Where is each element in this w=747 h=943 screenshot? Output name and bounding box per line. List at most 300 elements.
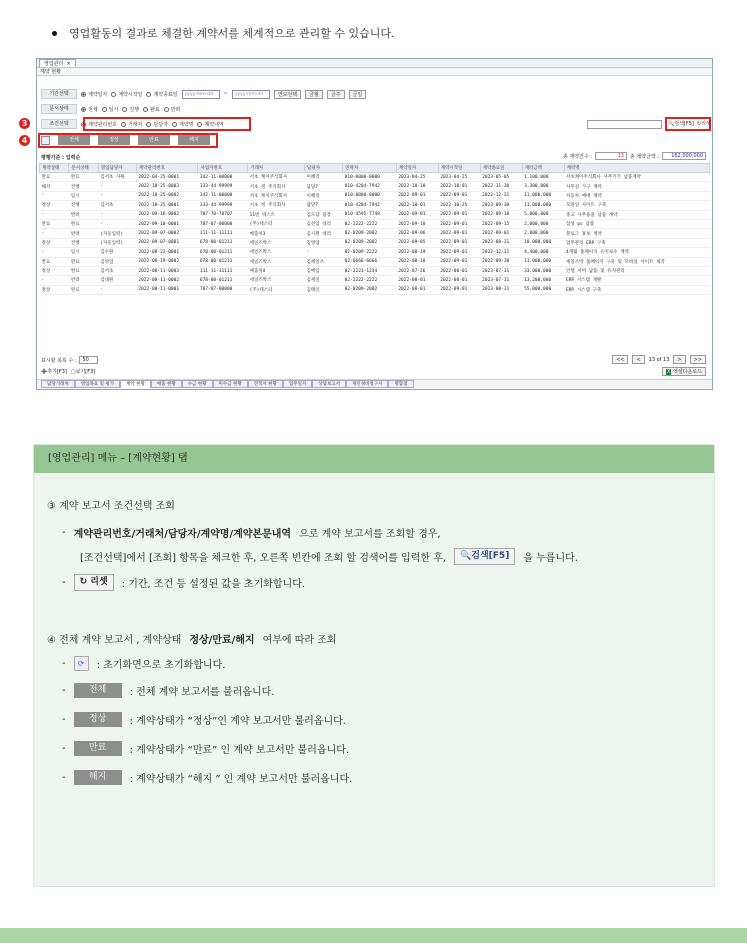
table-cell: 김영업 xyxy=(305,238,343,247)
column-header[interactable]: 계약상태 xyxy=(40,164,69,173)
doc-state-row xyxy=(41,104,180,114)
column-header[interactable]: 계약일자 xyxy=(396,164,438,173)
bottom-tab[interactable]: 미수금 현황 xyxy=(213,380,248,388)
table-cell: 2023-04-25 xyxy=(438,173,480,182)
state-all-button[interactable]: 전체 xyxy=(58,135,90,145)
bottom-tab[interactable]: 명함첩 xyxy=(388,380,413,388)
section4-title-a: ④ 전체 계약 보고서 , 계약상태 xyxy=(47,635,182,646)
refresh-desc: : 초기화면으로 초기화합니다. xyxy=(96,660,226,671)
table-cell: 02-0209-2222 xyxy=(343,248,397,257)
table-cell: 김대원 xyxy=(98,276,136,285)
bottom-tab[interactable]: 매출 현황 xyxy=(151,380,182,388)
option-label: 계약내역 xyxy=(204,121,224,128)
option-label: 전체 xyxy=(88,106,98,113)
panel-header: [영업관리] 메뉴 – [계약현황] 탭 xyxy=(34,445,714,473)
period-option-1[interactable] xyxy=(81,91,107,98)
table-cell: 정상 xyxy=(40,266,69,275)
state-button-example[interactable]: 해지 xyxy=(74,770,122,785)
window-tabbar xyxy=(37,59,712,68)
bottom-tab[interactable]: 업무일지 xyxy=(283,380,312,388)
section4-item xyxy=(62,741,349,756)
state-button-example[interactable]: 정상 xyxy=(74,712,122,727)
section4-title-bold: 정상/만료/해지 xyxy=(189,635,255,646)
table-cell: 세일즈박스 xyxy=(248,257,305,266)
table-cell: 11,000,000 xyxy=(522,257,564,266)
pager-prev-button[interactable]: < xyxy=(632,355,644,364)
dash: - xyxy=(62,527,66,538)
add-button-label: 추가[F3] xyxy=(47,369,67,375)
radio-icon xyxy=(81,107,86,112)
option-label: 계약관리번호 xyxy=(88,121,117,128)
column-header[interactable]: 거래처 xyxy=(248,164,305,173)
page-size-label: 표시할 목록 수 : xyxy=(41,357,77,364)
table-cell: 2022-09-30 xyxy=(480,257,522,266)
period-option-2[interactable] xyxy=(111,91,142,98)
condition-search-input[interactable] xyxy=(587,120,662,129)
excel-icon: X xyxy=(666,369,671,375)
excel-download-button[interactable] xyxy=(662,367,706,376)
option-label: 계약명 xyxy=(178,121,194,128)
table-cell: 2022-08-01 xyxy=(438,266,480,275)
table-cell: (자동입력) xyxy=(98,238,136,247)
search-button-example[interactable]: 🔍검색[F5] xyxy=(454,548,515,565)
start-date-input[interactable]: yyyy-mm-dd xyxy=(182,90,220,99)
year-select[interactable]: 연도선택 xyxy=(274,90,301,99)
table-cell: 김시원 대리 xyxy=(305,229,343,238)
search-button[interactable]: 🔍검색[F5] xyxy=(668,121,694,127)
table-cell: 02-6666-6666 xyxy=(343,257,397,266)
amount-value: 162,000,000 xyxy=(662,152,706,160)
table-cell: 김서초 사원 xyxy=(98,173,136,182)
table-cell: 이혜리 xyxy=(305,173,343,182)
table-cell: 완료 xyxy=(69,285,98,294)
table-cell: 2022-09-01 xyxy=(396,191,438,200)
table-cell: 111-11-11111 xyxy=(198,229,248,238)
table-cell: 11,000,000 xyxy=(522,201,564,210)
table-cell: 678-00-01211 xyxy=(198,248,248,257)
description-panel xyxy=(33,444,715,887)
table-cell: 2022-08-11-0001 xyxy=(136,285,197,294)
table-cell: 담당7 xyxy=(305,182,343,191)
this-week-button[interactable]: 금주 xyxy=(327,90,345,99)
dash: - xyxy=(62,714,66,725)
table-cell: 2022-09-01 xyxy=(480,229,522,238)
table-body xyxy=(40,173,710,295)
highlight-box-state xyxy=(38,133,218,148)
table-cell: 010-4204-7942 xyxy=(343,182,397,191)
table-cell: 2,000,000 xyxy=(522,219,564,228)
table-row[interactable] xyxy=(40,266,710,275)
table-cell: 김도담 팀장 xyxy=(305,210,343,219)
table-cell: 세일즈박스 xyxy=(248,238,305,247)
table-cell: ERP 시스템 구축 xyxy=(564,285,710,294)
table-cell: 2022-09-10 xyxy=(480,210,522,219)
table-cell: 정상 xyxy=(40,285,69,294)
table-cell: 사무실 가구 계약 xyxy=(564,182,710,191)
table-cell: 2022-09-01 xyxy=(438,210,480,219)
table-cell: 342-11-00000 xyxy=(198,191,248,200)
table-cell: 김서초 xyxy=(98,201,136,210)
section4-title xyxy=(47,631,337,646)
table-cell: 김세일즈 xyxy=(305,257,343,266)
doc-state-label: 문서상태 xyxy=(41,104,77,114)
doc-option-temp[interactable] xyxy=(102,106,119,113)
table-cell: 모바일 사이트 구축 xyxy=(564,201,710,210)
section3-line2-end: 을 누릅니다. xyxy=(523,553,578,564)
column-header[interactable]: 영업담당자 xyxy=(98,164,136,173)
page-size-select[interactable]: 50 xyxy=(79,356,97,364)
table-cell: 2023-07-31 xyxy=(480,276,522,285)
sort-basis: 평행기준 : 입력순 xyxy=(41,155,81,161)
table-cell: 333-44-99999 xyxy=(198,182,248,191)
table-cell: 2022-09-15 xyxy=(480,219,522,228)
table-cell: 2022-09-10 xyxy=(396,219,438,228)
table-cell: 333-44-99999 xyxy=(198,201,248,210)
table-row[interactable] xyxy=(40,173,710,182)
section3-bold: 계약관리번호/거래처/담당자/계약명/계약본문내역 xyxy=(73,529,292,540)
state-button-example[interactable]: 만료 xyxy=(74,741,122,756)
section4-item xyxy=(62,683,274,698)
reset-button-label: 리셋 xyxy=(701,121,711,127)
table-cell: 2022-08-22-0001 xyxy=(136,248,197,257)
table-row[interactable] xyxy=(40,276,710,285)
table-cell: 블로그 홍보 계약 xyxy=(564,229,710,238)
add-button[interactable]: ➕추가[F3] xyxy=(41,369,67,375)
column-header[interactable]: 담당자 xyxy=(305,164,343,173)
intro-text: 영업활동의 결과로 체결한 계약서를 체계적으로 관리할 수 있습니다. xyxy=(69,27,395,40)
column-header[interactable]: 계약금액 xyxy=(522,164,564,173)
table-cell: 반려 xyxy=(69,276,98,285)
bottom-tab[interactable]: 영업목표 및 평가 xyxy=(75,380,120,388)
table-cell: 55,000,000 xyxy=(522,285,564,294)
screen-title: 계약 현황 xyxy=(37,68,712,76)
section3-title: ③ 계약 보고서 조건선택 조회 xyxy=(47,501,175,512)
table-cell: 2022-10-25-0001 xyxy=(136,201,197,210)
view-button-label: 보기[F3] xyxy=(75,369,96,375)
this-month-button[interactable]: 금월 xyxy=(305,90,323,99)
option-label: 거래처 xyxy=(127,121,143,128)
reset-button-example[interactable]: ↻ 리셋 xyxy=(74,574,114,591)
state-desc: : 계약상태가 “정상”인 계약 보고서만 불러옵니다. xyxy=(129,716,346,727)
option-label: 반려 xyxy=(170,106,181,113)
table-cell: 2022-09-01 xyxy=(438,285,480,294)
table-cell: 완료 xyxy=(69,219,98,228)
table-cell: 2022-09-06 xyxy=(396,229,438,238)
period-option-3[interactable] xyxy=(146,91,177,98)
state-desc: : 계약상태가 “만료” 인 계약 보고서만 불러옵니다. xyxy=(129,745,350,756)
doc-option-all[interactable] xyxy=(81,106,98,113)
table-cell: 2022-09-01 xyxy=(396,210,438,219)
table-cell: 김영업 xyxy=(98,257,136,266)
table-cell: 2022-08-11-0002 xyxy=(136,276,197,285)
table-row[interactable] xyxy=(40,201,710,210)
table-cell: 010-0000-0000 xyxy=(343,173,397,182)
table-cell: 2022-09-10-0001 xyxy=(136,219,197,228)
column-header[interactable]: 연락처 xyxy=(343,164,397,173)
table-cell: - xyxy=(40,229,69,238)
table-cell: 2022-09-05 xyxy=(396,238,438,247)
column-header[interactable]: 계약명 xyxy=(564,164,710,173)
column-header[interactable]: 사업자번호 xyxy=(198,164,248,173)
table-cell: 2023-09-30 xyxy=(480,201,522,210)
app-screenshot xyxy=(36,58,713,390)
table-cell: - xyxy=(40,191,69,200)
radio-icon xyxy=(164,107,169,112)
table-cell: 678-00-01211 xyxy=(198,276,248,285)
table-cell: 2022-10-10 xyxy=(396,182,438,191)
table-cell: 2022-11-30 xyxy=(480,182,522,191)
bottom-tabbar xyxy=(37,379,712,388)
column-header[interactable]: 계약관리번호 xyxy=(136,164,197,173)
table-cell: - xyxy=(40,276,69,285)
dash: - xyxy=(62,685,66,696)
window-tab[interactable] xyxy=(39,59,76,67)
view-button[interactable]: ▢보기[F3] xyxy=(70,369,96,375)
reset-example-label: 리셋 xyxy=(90,577,108,587)
table-cell: 김서초 xyxy=(98,266,136,275)
table-cell: ERP 시스템 개발 xyxy=(564,276,710,285)
option-label: 완료 xyxy=(150,106,160,113)
option-label: 계약시작일 xyxy=(118,91,143,98)
table-cell: 임시 xyxy=(69,191,98,200)
table-row[interactable] xyxy=(40,229,710,238)
table-cell: - xyxy=(98,210,136,219)
refresh-icon[interactable]: ⟳ xyxy=(74,656,89,671)
table-cell: 완료 xyxy=(69,266,98,275)
reset-button[interactable]: ↻리셋 xyxy=(696,121,711,127)
state-button-example[interactable]: 전체 xyxy=(74,683,122,698)
table-cell: 2023-08-31 xyxy=(480,285,522,294)
table-cell: 매출처3 xyxy=(248,229,305,238)
state-normal-button[interactable]: 정상 xyxy=(98,135,130,145)
dash: - xyxy=(62,658,66,669)
table-cell: 진행 xyxy=(69,182,98,191)
table-cell: 서초케이주식회사 사무기기 납품계약 xyxy=(564,173,710,182)
end-date-input[interactable]: yyyy-mm-dd xyxy=(232,90,270,99)
period-row xyxy=(41,89,366,99)
search-example-label: 검색[F5] xyxy=(471,551,510,561)
table-cell: 세일즈박 홈페이지 구축 및 모바일 사이트 제작 xyxy=(564,257,710,266)
count-label: 총 계약건수 : xyxy=(562,153,592,160)
table-cell: 11,000,000 xyxy=(522,191,564,200)
table-cell: 김세일 xyxy=(305,276,343,285)
table-cell: 완료 xyxy=(69,173,98,182)
table-cell: 2022-10-01 xyxy=(438,182,480,191)
table-cell: 2023-04-25 xyxy=(396,173,438,182)
radio-icon xyxy=(146,92,151,97)
state-desc: : 계약상태가 “해지 ” 인 계약 보고서만 불러옵니다. xyxy=(129,774,353,785)
table-cell: 임시 xyxy=(69,248,98,257)
intro-line xyxy=(52,25,395,41)
column-header[interactable]: 계약종료일 xyxy=(480,164,522,173)
table-cell: 진행 xyxy=(69,238,98,247)
table-cell: - xyxy=(305,248,343,257)
table-cell: 인텔 서버 납품 및 유지관리 xyxy=(564,266,710,275)
table-row[interactable] xyxy=(40,191,710,200)
pager-last-button[interactable]: >> xyxy=(690,355,706,364)
table-cell: 2023-05-05 xyxy=(480,173,522,182)
section4-item xyxy=(62,712,346,727)
bottom-tab[interactable]: 개인경비청구서 xyxy=(346,380,388,388)
table-row[interactable] xyxy=(40,210,710,219)
option-label: 계약일자 xyxy=(88,91,108,98)
table-cell: 반려 xyxy=(69,210,98,219)
doc-option-done[interactable] xyxy=(143,106,160,113)
close-icon[interactable]: × xyxy=(66,60,71,67)
footer-bar xyxy=(0,928,747,943)
table-cell: - xyxy=(98,285,136,294)
count-value: 13 xyxy=(595,152,627,160)
table-cell: 33,000,000 xyxy=(522,266,564,275)
table-cell: 02-0209-2002 xyxy=(343,285,397,294)
condition-label: 조건선택 xyxy=(41,119,77,129)
table-cell: 2023-07-31 xyxy=(480,266,522,275)
pager-text: 13 of 13 xyxy=(648,356,670,363)
table-cell: 이혜리 xyxy=(305,191,343,200)
option-label: 계약종료일 xyxy=(153,91,178,98)
table-cell: 해지 xyxy=(40,182,69,191)
table-cell: 매출처4 xyxy=(248,266,305,275)
pager xyxy=(612,355,706,364)
dash: - xyxy=(62,772,66,783)
doc-option-rejected[interactable] xyxy=(164,106,181,113)
column-header[interactable]: 문서상태 xyxy=(69,164,98,173)
table-cell: 4개월 홈페이지 유지보수 계약 xyxy=(564,248,710,257)
radio-icon xyxy=(81,92,86,97)
table-cell: 4,400,000 xyxy=(522,248,564,257)
state-terminated-button[interactable]: 해지 xyxy=(178,135,210,145)
reset-desc: : 기간, 조건 등 설정된 값을 초기화합니다. xyxy=(121,579,306,590)
pager-next-button[interactable]: > xyxy=(673,355,685,364)
dash: - xyxy=(62,577,66,588)
table-cell: 2022-09-07-0001 xyxy=(136,238,197,247)
table-cell: 3,300,000 xyxy=(522,182,564,191)
table-cell: (주)테스터 xyxy=(248,285,305,294)
table-cell: 010-0000-0000 xyxy=(343,191,397,200)
table-cell: - xyxy=(98,182,136,191)
table-cell: 010-4595-7749 xyxy=(343,210,397,219)
table-cell: 김태인 xyxy=(305,285,343,294)
table-cell: - xyxy=(98,219,136,228)
contract-table xyxy=(39,163,710,295)
radio-icon xyxy=(143,107,148,112)
table-cell: 2022-08-01 xyxy=(396,285,438,294)
table-cell: 5,000,000 xyxy=(522,210,564,219)
table-cell: 서초 케이주식회사 xyxy=(248,173,305,182)
table-cell: 2022-08-19-0002 xyxy=(136,257,197,266)
column-header[interactable]: 계약시작일 xyxy=(438,164,480,173)
table-cell: 2022-09-07-0002 xyxy=(136,229,197,238)
table-cell: 707-70-70707 xyxy=(198,210,248,219)
table-cell: 2022-09-01 xyxy=(438,191,480,200)
bottom-tab[interactable]: 상담보고서 xyxy=(312,380,346,388)
bottom-tab[interactable]: 수금 현황 xyxy=(182,380,213,388)
table-cell: 010-4204-7942 xyxy=(343,201,397,210)
table-cell: 2,000,000 xyxy=(522,229,564,238)
table-row[interactable] xyxy=(40,248,710,257)
table-cell: - xyxy=(98,191,136,200)
bottom-tab[interactable]: 계약 현황 xyxy=(120,380,151,388)
table-cell: 02-2222-2222 xyxy=(343,276,397,285)
state-desc: : 전체 계약 보고서를 불러옵니다. xyxy=(129,687,275,698)
section4-refresh xyxy=(62,656,225,671)
radio-icon xyxy=(111,92,116,97)
table-cell: 2022-09-01 xyxy=(438,257,480,266)
table-cell: 2022-08-01 xyxy=(438,276,480,285)
table-cell: (주)테스터 xyxy=(248,219,305,228)
table-cell: 만료 xyxy=(40,219,69,228)
amount-label: 총 계약금액 : xyxy=(629,153,659,160)
table-cell: 2022-09-16-0002 xyxy=(136,210,197,219)
marker-3: 3 xyxy=(19,118,30,129)
table-cell: 2022-04-25-0001 xyxy=(136,173,197,182)
table-cell: 진행 xyxy=(69,201,98,210)
table-row[interactable] xyxy=(40,257,710,266)
radio-icon xyxy=(122,107,127,112)
table-cell: - xyxy=(40,248,69,257)
table-cell: 서초 정 주식회사 xyxy=(248,201,305,210)
bottom-tab[interactable]: 견적서 현황 xyxy=(248,380,283,388)
table-cell: 2022-08-01 xyxy=(396,276,438,285)
table-cell: 업무관리 ERP 구축 xyxy=(564,238,710,247)
table-cell: 2022-10-01 xyxy=(396,201,438,210)
table-cell: 2022-10-25 xyxy=(438,201,480,210)
table-cell: 02-2223-1234 xyxy=(343,266,397,275)
table-cell: 2022-12-31 xyxy=(480,248,522,257)
table-cell: 2022-10-25-0002 xyxy=(136,191,197,200)
table-cell: 678-00-01211 xyxy=(198,257,248,266)
table-cell: 2022-09-01 xyxy=(438,238,480,247)
table-cell: 정상 xyxy=(40,201,69,210)
table-row[interactable] xyxy=(40,285,710,294)
bottom-tab[interactable]: 담당거래처 xyxy=(41,380,75,388)
highlight-box-condition xyxy=(83,117,251,131)
table-header-row xyxy=(40,164,710,173)
section4-title-b: 여부에 따라 조회 xyxy=(262,635,337,646)
table-cell: 02-0209-2002 xyxy=(343,238,397,247)
table-cell: 707-07-00000 xyxy=(198,285,248,294)
table-cell: 김수원 xyxy=(98,248,136,257)
table-cell: 김매입 xyxy=(305,266,343,275)
table-row[interactable] xyxy=(40,182,710,191)
table-cell: 정상 xyxy=(40,238,69,247)
table-cell: 10,000,000 xyxy=(522,238,564,247)
marker-4: 4 xyxy=(19,135,30,146)
table-row[interactable] xyxy=(40,238,710,247)
table-cell: 반려 xyxy=(69,229,98,238)
table-cell: 완료 xyxy=(69,257,98,266)
table-row[interactable] xyxy=(40,219,710,228)
pager-first-button[interactable]: << xyxy=(612,355,628,364)
table-cell: 중고 사무용품 납품 계약 xyxy=(564,210,710,219)
doc-option-progress[interactable] xyxy=(122,106,139,113)
dash: - xyxy=(62,743,66,754)
state-expired-button[interactable]: 만료 xyxy=(138,135,170,145)
table-cell: 2022-08-18 xyxy=(396,257,438,266)
table-cell: 02-2222-2222 xyxy=(343,219,397,228)
table-cell: (자동입력) xyxy=(98,229,136,238)
radio-icon xyxy=(102,107,107,112)
section4-item xyxy=(62,770,352,785)
table-cell: 세일즈박스 xyxy=(248,248,305,257)
search-buttons xyxy=(668,120,711,127)
table-cell: - xyxy=(40,210,69,219)
table-cell: 342-11-00000 xyxy=(198,173,248,182)
page-size-row xyxy=(41,356,98,364)
excel-button-label: 엑셀다운로드 xyxy=(673,369,702,375)
table-cell: 만료 xyxy=(40,257,69,266)
today-button[interactable]: 금일 xyxy=(349,90,367,99)
